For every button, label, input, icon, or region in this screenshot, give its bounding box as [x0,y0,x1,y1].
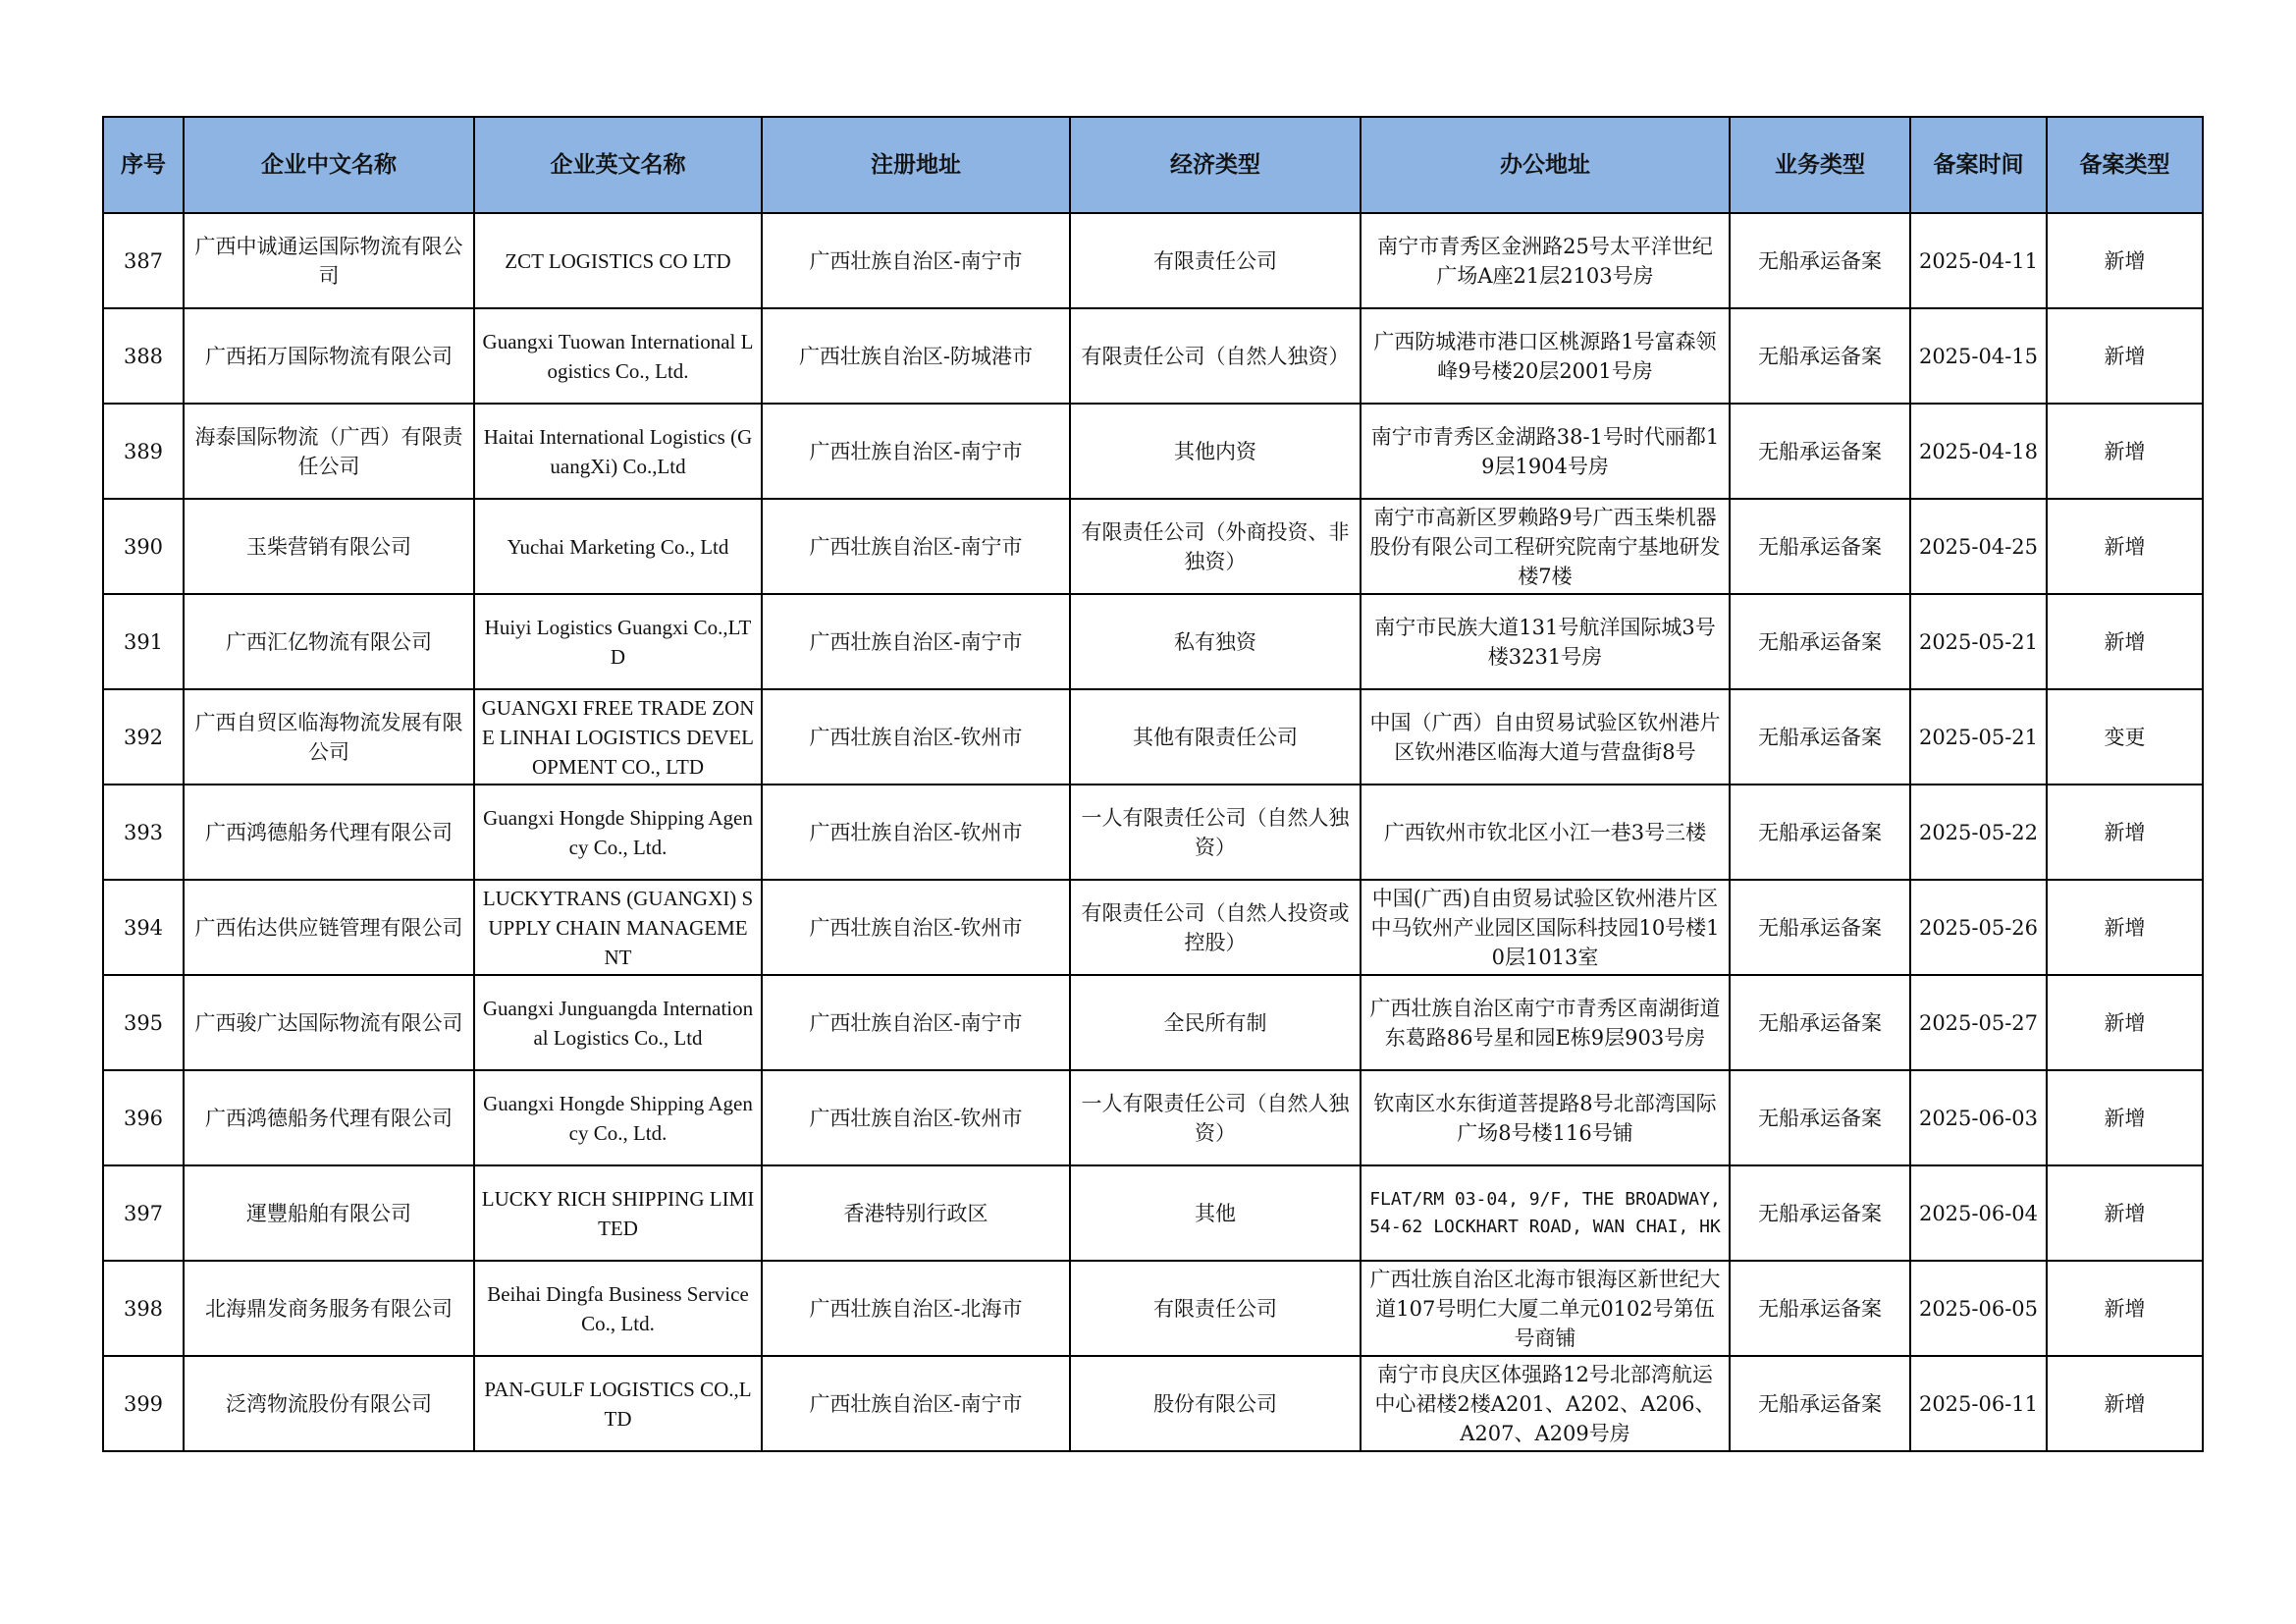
table-row [103,404,2203,499]
cell-business-type: 无船承运备案 [1730,594,1910,689]
cell-reg-address: 广西壮族自治区-防城港市 [762,308,1070,404]
cell-en-name: Guangxi Hongde Shipping Agency Co., Ltd. [474,1070,762,1165]
cell-record-date: 2025-05-26 [1910,880,2047,975]
cell-en-name: GUANGXI FREE TRADE ZONE LINHAI LOGISTICS DEVELOPMENT CO., LTD [474,689,762,785]
cell-record-type: 新增 [2047,594,2203,689]
cell-office-address: 南宁市青秀区金洲路25号太平洋世纪广场A座21层2103号房 [1361,213,1730,308]
header-cn-name: 企业中文名称 [184,117,474,213]
cell-no: 399 [103,1356,184,1451]
cell-no: 390 [103,499,184,594]
cell-cn-name: 广西自贸区临海物流发展有限公司 [184,689,474,785]
cell-cn-name: 广西鸿德船务代理有限公司 [184,1070,474,1165]
cell-business-type: 无船承运备案 [1730,880,1910,975]
cell-no: 391 [103,594,184,689]
header-no: 序号 [103,117,184,213]
table-row [103,213,2203,308]
cell-business-type: 无船承运备案 [1730,1356,1910,1451]
cell-en-name: Guangxi Hongde Shipping Agency Co., Ltd. [474,785,762,880]
cell-business-type: 无船承运备案 [1730,1261,1910,1356]
table-row [103,785,2203,880]
cell-no: 387 [103,213,184,308]
cell-record-date: 2025-04-25 [1910,499,2047,594]
cell-cn-name: 泛湾物流股份有限公司 [184,1356,474,1451]
cell-record-type: 新增 [2047,499,2203,594]
cell-office-address: 南宁市民族大道131号航洋国际城3号楼3231号房 [1361,594,1730,689]
cell-office-address: 中国（广西）自由贸易试验区钦州港片区钦州港区临海大道与营盘街8号 [1361,689,1730,785]
table-row [103,1356,2203,1451]
cell-business-type: 无船承运备案 [1730,499,1910,594]
cell-en-name: Guangxi Tuowan International Logistics Co., Ltd. [474,308,762,404]
table-row [103,594,2203,689]
cell-cn-name: 广西鸿德船务代理有限公司 [184,785,474,880]
cell-reg-address: 广西壮族自治区-南宁市 [762,594,1070,689]
cell-office-address: 广西钦州市钦北区小江一巷3号三楼 [1361,785,1730,880]
cell-office-address: 南宁市良庆区体强路12号北部湾航运中心裙楼2楼A201、A202、A206、A207、A209号房 [1361,1356,1730,1451]
cell-no: 398 [103,1261,184,1356]
cell-en-name: Beihai Dingfa Business Service Co., Ltd. [474,1261,762,1356]
cell-en-name: LUCKY RICH SHIPPING LIMITED [474,1165,762,1261]
cell-record-type: 新增 [2047,213,2203,308]
cell-record-date: 2025-06-03 [1910,1070,2047,1165]
cell-reg-address: 广西壮族自治区-南宁市 [762,1356,1070,1451]
cell-business-type: 无船承运备案 [1730,213,1910,308]
cell-en-name: ZCT LOGISTICS CO LTD [474,213,762,308]
cell-cn-name: 海泰国际物流（广西）有限责任公司 [184,404,474,499]
cell-en-name: PAN-GULF LOGISTICS CO.,LTD [474,1356,762,1451]
cell-economic-type: 全民所有制 [1070,975,1361,1070]
cell-record-date: 2025-04-18 [1910,404,2047,499]
cell-economic-type: 其他内资 [1070,404,1361,499]
cell-office-address: FLAT/RM 03-04, 9/F, THE BROADWAY, 54-62 LOCKHART ROAD, WAN CHAI, HK [1361,1165,1730,1261]
header-reg-address: 注册地址 [762,117,1070,213]
header-record-type: 备案类型 [2047,117,2203,213]
cell-record-date: 2025-04-15 [1910,308,2047,404]
cell-record-type: 新增 [2047,1165,2203,1261]
cell-economic-type: 有限责任公司（自然人独资） [1070,308,1361,404]
cell-business-type: 无船承运备案 [1730,689,1910,785]
cell-record-date: 2025-05-27 [1910,975,2047,1070]
cell-cn-name: 广西骏广达国际物流有限公司 [184,975,474,1070]
cell-business-type: 无船承运备案 [1730,1165,1910,1261]
cell-record-date: 2025-05-22 [1910,785,2047,880]
cell-record-type: 新增 [2047,880,2203,975]
header-record-date: 备案时间 [1910,117,2047,213]
cell-economic-type: 一人有限责任公司（自然人独资） [1070,1070,1361,1165]
cell-reg-address: 广西壮族自治区-南宁市 [762,975,1070,1070]
cell-business-type: 无船承运备案 [1730,785,1910,880]
cell-economic-type: 有限责任公司（外商投资、非独资） [1070,499,1361,594]
cell-cn-name: 广西汇亿物流有限公司 [184,594,474,689]
table-row [103,975,2203,1070]
cell-reg-address: 广西壮族自治区-南宁市 [762,213,1070,308]
cell-economic-type: 一人有限责任公司（自然人独资） [1070,785,1361,880]
cell-record-type: 新增 [2047,308,2203,404]
header-economic-type: 经济类型 [1070,117,1361,213]
cell-business-type: 无船承运备案 [1730,404,1910,499]
cell-no: 396 [103,1070,184,1165]
cell-cn-name: 广西佑达供应链管理有限公司 [184,880,474,975]
registry-table [102,116,2204,1452]
header-office-address: 办公地址 [1361,117,1730,213]
cell-business-type: 无船承运备案 [1730,1070,1910,1165]
cell-no: 389 [103,404,184,499]
cell-economic-type: 股份有限公司 [1070,1356,1361,1451]
cell-record-type: 新增 [2047,1070,2203,1165]
cell-record-type: 新增 [2047,1356,2203,1451]
table-row [103,499,2203,594]
cell-cn-name: 玉柴营销有限公司 [184,499,474,594]
cell-cn-name: 广西中诚通运国际物流有限公司 [184,213,474,308]
cell-record-type: 新增 [2047,975,2203,1070]
cell-en-name: Yuchai Marketing Co., Ltd [474,499,762,594]
cell-no: 388 [103,308,184,404]
cell-no: 392 [103,689,184,785]
cell-reg-address: 广西壮族自治区-钦州市 [762,1070,1070,1165]
cell-record-type: 新增 [2047,1261,2203,1356]
cell-office-address: 广西壮族自治区北海市银海区新世纪大道107号明仁大厦二单元0102号第伍号商铺 [1361,1261,1730,1356]
cell-economic-type: 有限责任公司（自然人投资或控股） [1070,880,1361,975]
cell-no: 395 [103,975,184,1070]
cell-reg-address: 广西壮族自治区-钦州市 [762,785,1070,880]
cell-reg-address: 广西壮族自治区-北海市 [762,1261,1070,1356]
table-row [103,308,2203,404]
cell-cn-name: 北海鼎发商务服务有限公司 [184,1261,474,1356]
cell-reg-address: 广西壮族自治区-钦州市 [762,880,1070,975]
cell-office-address: 钦南区水东街道菩提路8号北部湾国际广场8号楼116号铺 [1361,1070,1730,1165]
cell-economic-type: 其他 [1070,1165,1361,1261]
cell-cn-name: 广西拓万国际物流有限公司 [184,308,474,404]
header-en-name: 企业英文名称 [474,117,762,213]
table-row [103,1261,2203,1356]
cell-economic-type: 有限责任公司 [1070,213,1361,308]
cell-office-address: 南宁市青秀区金湖路38-1号时代丽都19层1904号房 [1361,404,1730,499]
cell-reg-address: 广西壮族自治区-南宁市 [762,499,1070,594]
cell-en-name: Huiyi Logistics Guangxi Co.,LTD [474,594,762,689]
cell-record-type: 新增 [2047,404,2203,499]
cell-reg-address: 广西壮族自治区-钦州市 [762,689,1070,785]
cell-record-date: 2025-06-05 [1910,1261,2047,1356]
cell-office-address: 广西防城港市港口区桃源路1号富森领峰9号楼20层2001号房 [1361,308,1730,404]
cell-business-type: 无船承运备案 [1730,308,1910,404]
cell-record-date: 2025-06-04 [1910,1165,2047,1261]
cell-no: 397 [103,1165,184,1261]
cell-cn-name: 運豐船舶有限公司 [184,1165,474,1261]
cell-reg-address: 香港特别行政区 [762,1165,1070,1261]
cell-en-name: Guangxi Junguangda International Logistics Co., Ltd [474,975,762,1070]
cell-office-address: 中国(广西)自由贸易试验区钦州港片区中马钦州产业园区国际科技园10号楼10层1013室 [1361,880,1730,975]
cell-record-date: 2025-04-11 [1910,213,2047,308]
cell-office-address: 广西壮族自治区南宁市青秀区南湖街道东葛路86号星和园E栋9层903号房 [1361,975,1730,1070]
cell-record-type: 变更 [2047,689,2203,785]
cell-no: 393 [103,785,184,880]
cell-record-date: 2025-06-11 [1910,1356,2047,1451]
cell-reg-address: 广西壮族自治区-南宁市 [762,404,1070,499]
cell-economic-type: 有限责任公司 [1070,1261,1361,1356]
cell-en-name: Haitai International Logistics (GuangXi) Co.,Ltd [474,404,762,499]
cell-record-type: 新增 [2047,785,2203,880]
header-business-type: 业务类型 [1730,117,1910,213]
cell-office-address: 南宁市高新区罗赖路9号广西玉柴机器股份有限公司工程研究院南宁基地研发楼7楼 [1361,499,1730,594]
table-row [103,1165,2203,1261]
cell-business-type: 无船承运备案 [1730,975,1910,1070]
cell-no: 394 [103,880,184,975]
cell-record-date: 2025-05-21 [1910,689,2047,785]
table-row [103,689,2203,785]
cell-en-name: LUCKYTRANS (GUANGXI) SUPPLY CHAIN MANAGEMENT [474,880,762,975]
table-row [103,1070,2203,1165]
cell-record-date: 2025-05-21 [1910,594,2047,689]
cell-economic-type: 其他有限责任公司 [1070,689,1361,785]
header-row [103,117,2203,213]
table-row [103,880,2203,975]
cell-economic-type: 私有独资 [1070,594,1361,689]
